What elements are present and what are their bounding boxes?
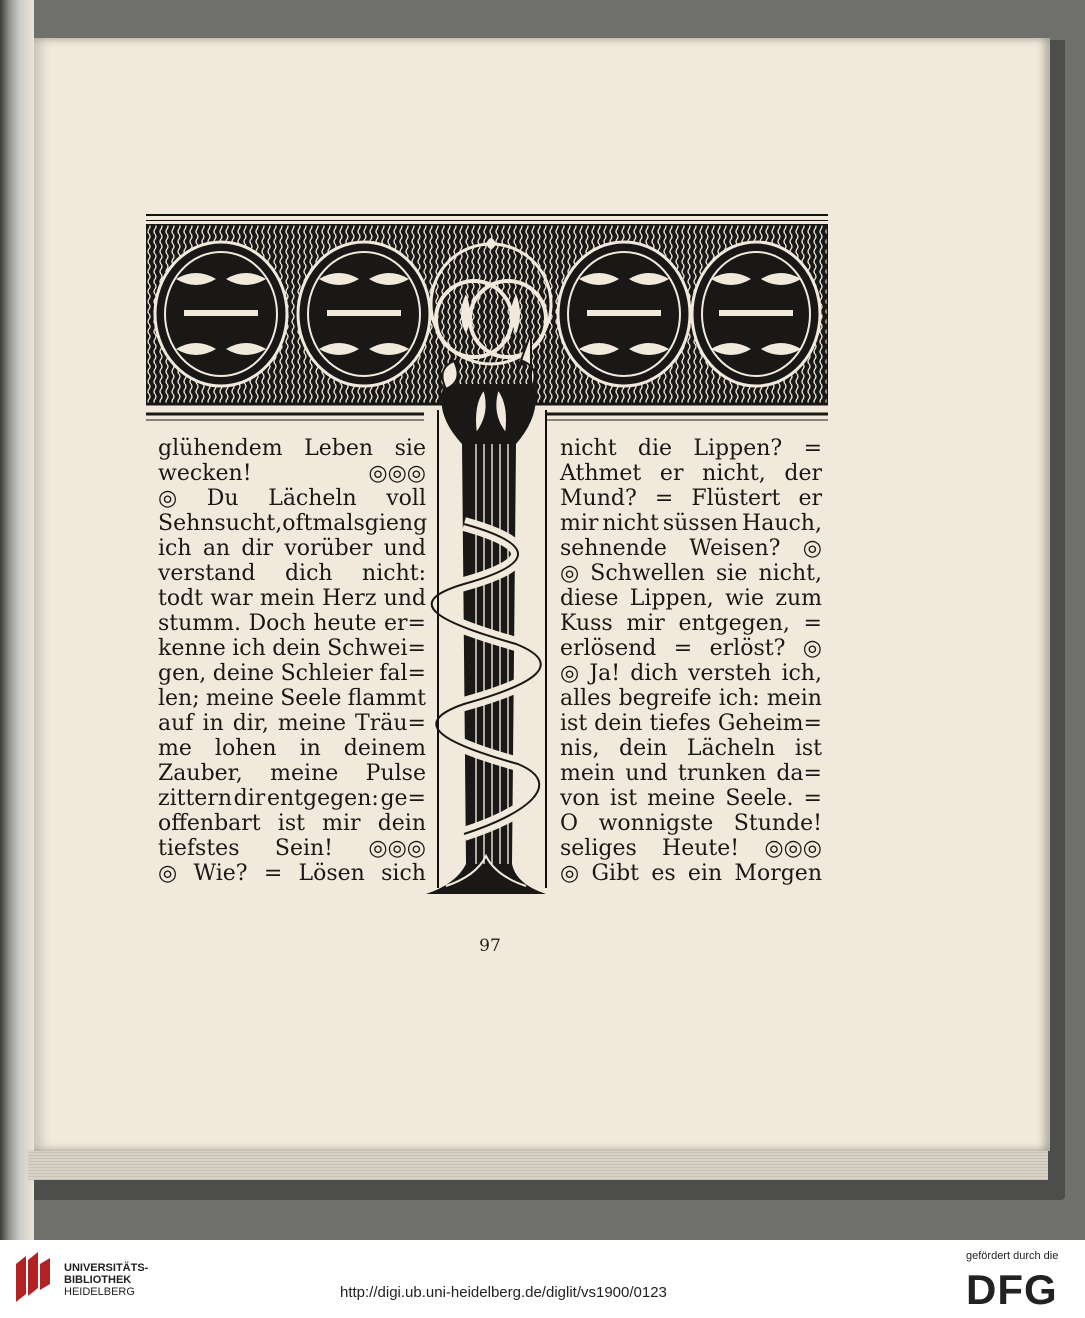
word: und xyxy=(625,761,668,786)
text-line xyxy=(560,561,822,586)
word: Du xyxy=(206,486,239,511)
word: entgegen: xyxy=(266,786,379,811)
word: gen, xyxy=(158,661,207,686)
text-line xyxy=(560,586,822,611)
text-line xyxy=(158,661,426,686)
text-line xyxy=(560,711,822,736)
word: kenne xyxy=(158,636,226,661)
word: ◎ xyxy=(560,561,580,586)
word: offenbart xyxy=(158,811,261,836)
word: mein xyxy=(766,686,822,711)
word: wonnigste xyxy=(598,811,714,836)
word: mir xyxy=(322,811,361,836)
left-text-column xyxy=(158,436,426,886)
word: ◎ xyxy=(560,661,580,686)
word: Geheim= xyxy=(717,711,822,736)
word: Sein! xyxy=(274,836,334,861)
word: der xyxy=(784,461,822,486)
text-line xyxy=(158,586,426,611)
word: und xyxy=(383,536,426,561)
word: mir xyxy=(560,511,599,536)
word: = xyxy=(654,486,674,511)
word: mir xyxy=(626,611,665,636)
text-line xyxy=(560,736,822,761)
text-line xyxy=(560,661,822,686)
word: diese xyxy=(560,586,619,611)
word: deine xyxy=(212,661,275,686)
word: Zauber, xyxy=(158,761,243,786)
word: Lippen, xyxy=(629,586,714,611)
word: Schleier xyxy=(280,661,373,686)
text-line xyxy=(158,861,426,886)
word: nicht xyxy=(560,436,617,461)
word: ◎ xyxy=(158,486,178,511)
word: stumm. xyxy=(158,611,242,636)
word: ist xyxy=(277,811,305,836)
word: Hauch, xyxy=(742,511,822,536)
funding-caption: gefördert durch die xyxy=(966,1250,1059,1262)
word: dein xyxy=(619,736,668,761)
text-line xyxy=(158,461,426,486)
word: war xyxy=(210,586,253,611)
word: ich xyxy=(158,536,192,561)
word: meine xyxy=(277,711,347,736)
word: Doch xyxy=(248,611,306,636)
word: dich xyxy=(284,561,333,586)
text-line xyxy=(158,611,426,636)
word: = xyxy=(803,611,822,636)
library-name-line-1: UNIVERSITÄTS- xyxy=(64,1262,149,1274)
word: mein xyxy=(259,586,315,611)
word: Stunde! xyxy=(733,811,822,836)
word: fal= xyxy=(379,661,426,686)
word: auf xyxy=(158,711,194,736)
text-line xyxy=(158,511,426,536)
text-line xyxy=(158,636,426,661)
word: und xyxy=(383,586,426,611)
book-spine xyxy=(0,0,34,1240)
text-line xyxy=(158,436,426,461)
text-line xyxy=(560,611,822,636)
text-line xyxy=(158,561,426,586)
text-line xyxy=(560,461,822,486)
word: in xyxy=(299,736,321,761)
word: = xyxy=(263,861,283,886)
word: versteh xyxy=(688,661,772,686)
word: Morgen xyxy=(734,861,822,886)
word: oftmals xyxy=(282,511,365,536)
word: tiefstes xyxy=(158,836,240,861)
text-line xyxy=(560,486,822,511)
word: Mund? xyxy=(560,486,637,511)
word: mein xyxy=(560,761,616,786)
word: ich, xyxy=(781,661,822,686)
word: dein xyxy=(377,811,426,836)
word: zittern xyxy=(158,786,233,811)
text-line xyxy=(158,736,426,761)
word: Lippen? xyxy=(693,436,783,461)
text-line xyxy=(560,636,822,661)
text-line xyxy=(560,786,822,811)
university-library-logo-icon xyxy=(12,1250,56,1304)
word: da= xyxy=(776,761,822,786)
word: Sehnsucht, xyxy=(158,511,283,536)
word: nicht, xyxy=(758,561,822,586)
word: Lösen xyxy=(298,861,365,886)
word: Pulse xyxy=(365,761,426,786)
word: in xyxy=(202,711,224,736)
text-line xyxy=(158,786,426,811)
top-rule xyxy=(146,214,828,221)
word: zum xyxy=(775,586,822,611)
word: = xyxy=(803,436,822,461)
word: ist xyxy=(560,711,588,736)
word: Weisen? xyxy=(689,536,781,561)
library-name-line-3: HEIDELBERG xyxy=(64,1286,135,1298)
word: dein xyxy=(272,636,321,661)
text-line xyxy=(560,861,822,886)
word: ◎ xyxy=(802,636,822,661)
word: vorüber xyxy=(284,536,373,561)
word: ich xyxy=(232,636,266,661)
word: sehnende xyxy=(560,536,667,561)
word: erlösend xyxy=(560,636,657,661)
footer-bar xyxy=(0,1240,1085,1318)
word: ◎ xyxy=(560,861,580,886)
word: ◎◎◎ xyxy=(368,461,426,486)
word: nis, xyxy=(560,736,600,761)
word: ist xyxy=(794,736,822,761)
word: er= xyxy=(384,611,426,636)
word: dich xyxy=(630,661,678,686)
word: Lächeln xyxy=(268,486,357,511)
word: dir xyxy=(233,786,266,811)
word: dein xyxy=(594,711,643,736)
word: begreife xyxy=(618,686,712,711)
text-line xyxy=(560,836,822,861)
word: er xyxy=(798,486,822,511)
word: ein xyxy=(687,861,723,886)
word: wecken! xyxy=(158,461,252,486)
word: seliges xyxy=(560,836,637,861)
word: glühendem xyxy=(158,436,283,461)
word: = xyxy=(673,636,693,661)
word: meine xyxy=(270,761,339,786)
word: Herz xyxy=(322,586,377,611)
word: es xyxy=(651,861,676,886)
text-line xyxy=(560,511,822,536)
word: lohen xyxy=(214,736,277,761)
word: meine xyxy=(205,686,274,711)
word: entgegen, xyxy=(678,611,790,636)
word: len; xyxy=(158,686,200,711)
right-text-column xyxy=(560,436,822,886)
word: Athmet xyxy=(560,461,642,486)
word: Leben xyxy=(304,436,374,461)
text-line xyxy=(158,811,426,836)
word: ge= xyxy=(380,786,426,811)
word: süssen xyxy=(662,511,739,536)
word: todt xyxy=(158,586,204,611)
word: Seele xyxy=(280,686,342,711)
right-column-rule xyxy=(545,410,547,888)
text-line xyxy=(560,761,822,786)
word: die xyxy=(637,436,673,461)
word: Wie? xyxy=(193,861,248,886)
word: Träu= xyxy=(355,711,426,736)
word: Heute! xyxy=(662,836,740,861)
word: ◎◎◎ xyxy=(764,836,822,861)
word: ◎ xyxy=(802,536,822,561)
text-line xyxy=(158,711,426,736)
word: flammt xyxy=(347,686,426,711)
word: voll xyxy=(386,486,426,511)
text-line xyxy=(158,536,426,561)
word: verstand xyxy=(158,561,256,586)
word: heute xyxy=(313,611,377,636)
word: ◎◎◎ xyxy=(368,836,426,861)
word: deinem xyxy=(343,736,426,761)
word: ist xyxy=(609,786,638,811)
text-line xyxy=(158,836,426,861)
word: me xyxy=(158,736,192,761)
word: alles xyxy=(560,686,612,711)
page-edges xyxy=(28,1150,1048,1180)
word: Gibt xyxy=(591,861,640,886)
word: Schwei= xyxy=(327,636,426,661)
word: Kuss xyxy=(560,611,613,636)
text-line xyxy=(560,686,822,711)
word: meine xyxy=(647,786,716,811)
library-name-line-2: BIBLIOTHEK xyxy=(64,1274,132,1286)
word: erlöst? xyxy=(709,636,786,661)
word: Ja! xyxy=(589,661,621,686)
word: sie xyxy=(394,436,426,461)
word: trunken xyxy=(677,761,767,786)
word: ◎ xyxy=(158,861,178,886)
word: von xyxy=(560,786,600,811)
word: Flüstert xyxy=(691,486,781,511)
word: dir, xyxy=(232,711,269,736)
word: an xyxy=(202,536,231,561)
word: er xyxy=(659,461,684,486)
text-line xyxy=(560,536,822,561)
left-column-rule xyxy=(437,410,439,888)
word: = xyxy=(803,786,822,811)
word: Lächeln xyxy=(686,736,776,761)
word: wie xyxy=(725,586,765,611)
word: nicht xyxy=(602,511,659,536)
word: nicht, xyxy=(702,461,766,486)
library-name xyxy=(64,1262,148,1298)
dfg-logo: DFG xyxy=(966,1266,1058,1313)
text-line xyxy=(158,686,426,711)
word: Seele. xyxy=(725,786,794,811)
text-line xyxy=(158,486,426,511)
word: sich xyxy=(381,861,426,886)
word: dir xyxy=(241,536,274,561)
permalink-url[interactable]: http://digi.ub.uni-heidelberg.de/diglit/vs1900/0123 xyxy=(340,1284,667,1301)
page-number: 97 xyxy=(479,936,501,956)
word: sie xyxy=(716,561,748,586)
text-line xyxy=(560,811,822,836)
word: O xyxy=(560,811,579,836)
word: ich: xyxy=(718,686,760,711)
word: gieng xyxy=(364,511,428,536)
text-line xyxy=(560,436,822,461)
word: Schwellen xyxy=(590,561,705,586)
word: tiefes xyxy=(649,711,711,736)
word: nicht: xyxy=(362,561,426,586)
text-line xyxy=(158,761,426,786)
